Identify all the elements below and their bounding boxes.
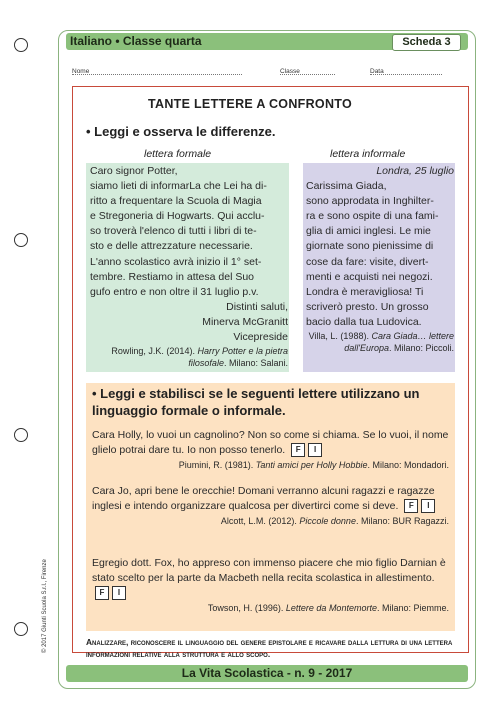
date-field[interactable] — [370, 68, 442, 75]
formal-checkbox[interactable]: F — [95, 586, 109, 600]
letter-line: L'anno scolastico avrà inizio il 1° set- — [90, 255, 262, 268]
ref-author: Villa, L. (1988). — [308, 331, 372, 342]
exercise-reference — [92, 602, 449, 614]
letter-line: Londra è meravigliosa! Ti — [306, 285, 424, 298]
letter-line: e Stregoneria di Hogwarts. Qui acclu- — [90, 210, 265, 223]
letter-line: ritto a frequentare la Scuola di Magia — [90, 195, 262, 208]
formal-reference — [90, 345, 288, 369]
letter-line: ra e sono ospite di una fami- — [306, 210, 439, 223]
binder-hole — [14, 38, 28, 52]
letter-line: tembre. Restiamo in attesa del Suo — [90, 270, 255, 283]
page-title: TANTE LETTERE A CONFRONTO — [147, 97, 353, 111]
letter-line: Carissima Giada, — [306, 180, 387, 193]
ref-title: Tanti amici per Holly Hobbie — [255, 460, 368, 470]
letter-date: Londra, 25 luglio — [376, 165, 454, 177]
letter-line: glia di amici inglesi. Le mie — [306, 225, 431, 238]
exercise-reference — [92, 459, 449, 471]
letter-line: gufo entro e non oltre il 31 luglio p.v. — [90, 285, 259, 298]
binder-hole — [14, 233, 28, 247]
name-label: Nome — [72, 68, 90, 75]
letter-line: sono approdata in Inghilter- — [306, 195, 434, 208]
ref-title: Harry Potter e la pietra filosofale — [188, 346, 288, 369]
magazine-footer: La Vita Scolastica - n. 9 - 2017 — [66, 665, 468, 682]
ref-publisher: . Milano: BUR Ragazzi. — [355, 516, 449, 526]
letter-line: bacio dalla tua Ludovica. — [306, 315, 422, 328]
name-field[interactable] — [72, 68, 242, 75]
letter-line: scriverò presto. Un grosso — [306, 300, 429, 313]
ref-author: Rowling, J.K. (2014). — [111, 346, 198, 357]
letter-line: Caro signor Potter, — [90, 165, 178, 177]
letter-role: Vicepreside — [233, 331, 288, 344]
informal-heading: lettera informale — [330, 148, 406, 160]
formal-checkbox[interactable]: F — [291, 443, 305, 457]
ref-publisher: . Milano: Piemme. — [376, 603, 449, 613]
informal-checkbox[interactable]: I — [112, 586, 126, 600]
formal-heading: lettera formale — [144, 148, 212, 160]
informal-letter — [306, 164, 454, 354]
informal-reference — [306, 330, 454, 354]
copyright-notice: © 2017 Giunti Scuola S.r.l., Firenze — [42, 559, 48, 653]
formal-checkbox[interactable]: F — [404, 499, 418, 513]
letter-signature: Minerva McGranitt — [202, 315, 288, 328]
formal-letter — [90, 164, 288, 369]
exercise-text: Cara Holly, lo vuoi un cagnolino? Non so come si chiama. Se lo vuoi, il nome glielo potrai dare tu. Io non posso tenerlo. — [92, 429, 449, 456]
ref-author: Piumini, R. (1981). — [178, 460, 256, 470]
letter-line: so troverà l'elenco di tutti i libri di te- — [90, 225, 257, 238]
exercise-2 — [92, 484, 449, 527]
letter-line: menti e acquisti nei negozi. — [306, 270, 433, 283]
letter-line: cose da fare: visite, divert- — [306, 255, 429, 268]
header-title: Italiano • Classe quarta — [70, 34, 202, 48]
letter-line: sto e delle attrezzature necessarie. — [90, 240, 253, 253]
ref-title: Cara Giada… lettere dall'Europa — [344, 331, 454, 354]
instruction-1: • Leggi e osserva le differenze. — [86, 124, 276, 139]
binder-hole — [14, 428, 28, 442]
ref-title: Lettere da Montemorte — [285, 603, 377, 613]
scheda-label: Scheda 3 — [392, 34, 461, 51]
letter-closing: Distinti saluti, — [226, 300, 288, 313]
ref-title: Piccole donne — [299, 516, 356, 526]
date-label: Data — [370, 68, 384, 75]
informal-checkbox[interactable]: I — [421, 499, 435, 513]
ref-publisher: . Milano: Piccoli. — [388, 343, 454, 354]
ref-publisher: . Milano: Mondadori. — [367, 460, 449, 470]
exercise-3 — [92, 556, 449, 614]
exercise-text: Cara Jo, apri bene le orecchie! Domani verranno alcuni ragazzi e ragazze inglesi e intendo organizzare qualcosa per divertirci come si deve. — [92, 485, 435, 512]
exercise-text: Egregio dott. Fox, ho appreso con immenso piacere che mio figlio Darnian è stato scelto per la parte da Macbeth nella recita scolastica in allestimento. — [92, 557, 446, 584]
letter-line: giornate sono pienissime di — [306, 240, 434, 253]
learning-objective: Analizzare, riconoscere il linguaggio del genere epistolare e ricavare dalla lettura di una lettera informazioni relative alla struttura e allo scopo. — [86, 637, 453, 659]
exercise-1 — [92, 428, 449, 471]
class-field[interactable] — [280, 68, 335, 75]
ref-author: Alcott, L.M. (2012). — [220, 516, 300, 526]
letter-line: siamo lieti di informarLa che Lei ha di- — [90, 180, 267, 193]
class-label: Classe — [280, 68, 300, 75]
ref-author: Towson, H. (1996). — [207, 603, 286, 613]
exercise-reference — [92, 515, 449, 527]
instruction-2: • Leggi e stabilisci se le seguenti lettere utilizzano un linguaggio formale o informale. — [92, 386, 420, 418]
informal-checkbox[interactable]: I — [308, 443, 322, 457]
binder-hole — [14, 622, 28, 636]
ref-publisher: . Milano: Salani. — [223, 358, 288, 369]
